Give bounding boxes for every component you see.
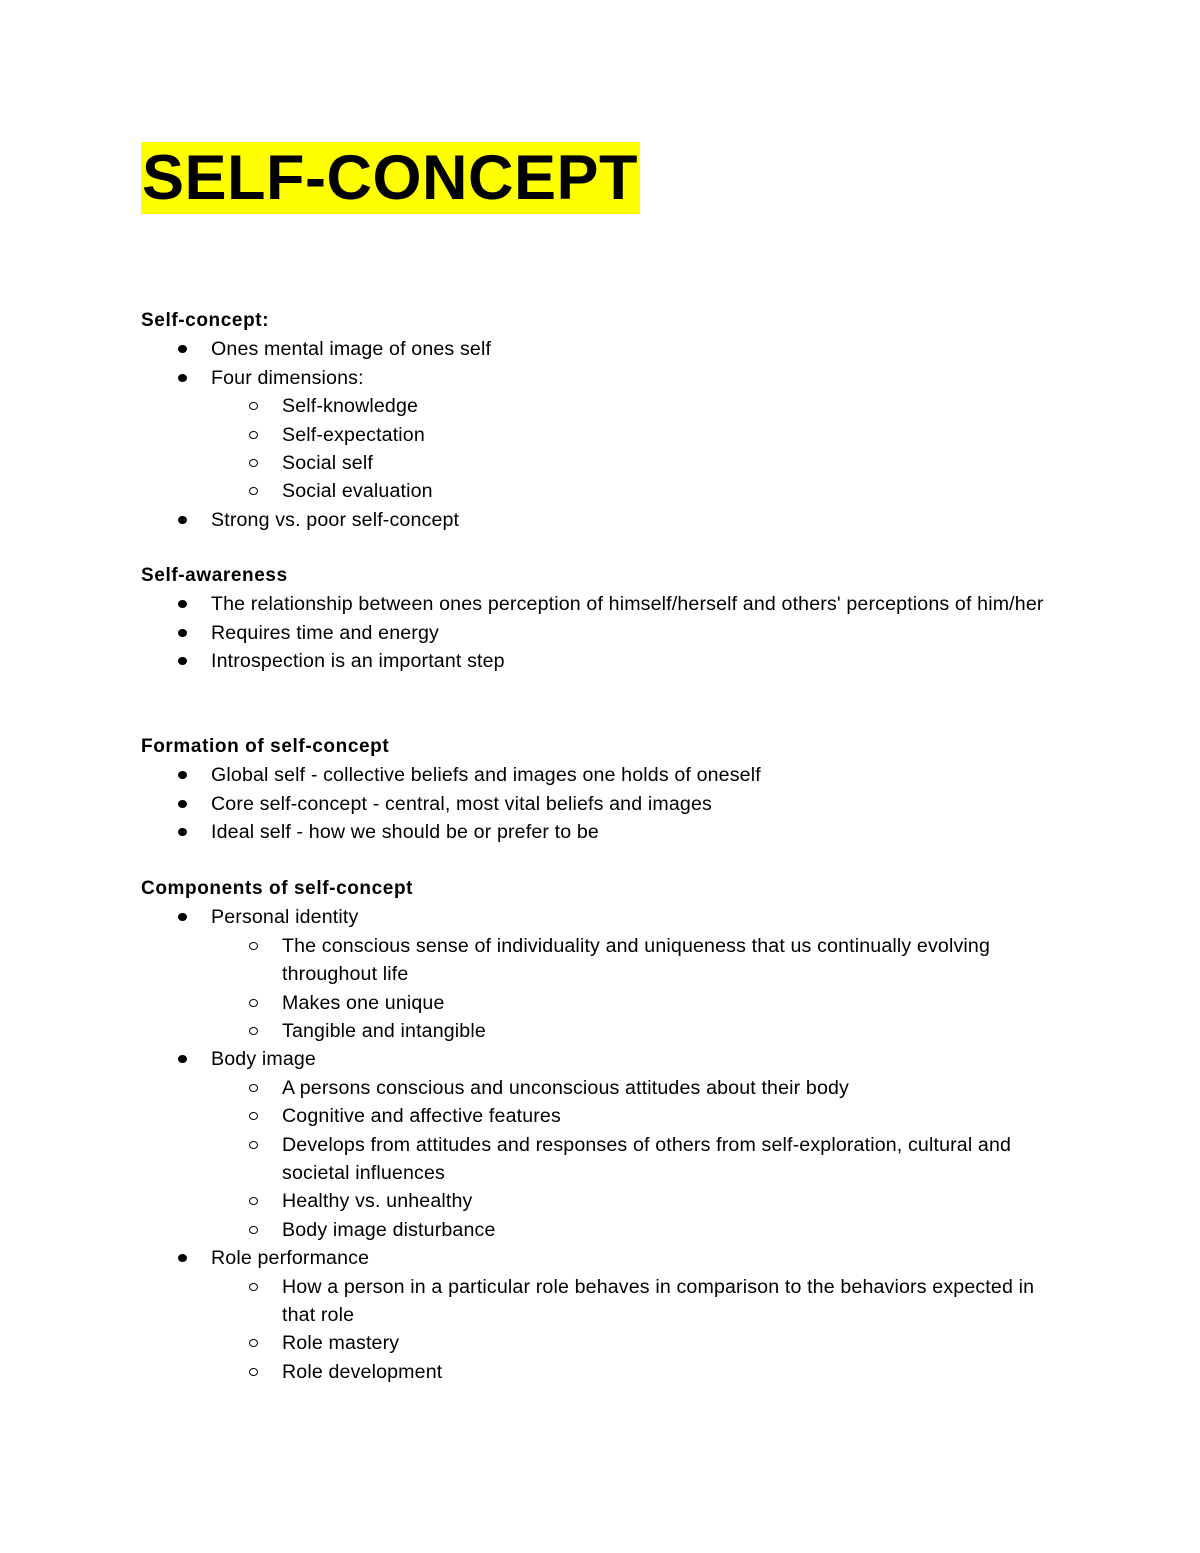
- sub-list-item: Body image disturbance: [141, 1216, 1061, 1244]
- sub-list-item: Role mastery: [141, 1329, 1061, 1357]
- bullet-list: [141, 590, 1061, 675]
- sub-list-item: Tangible and intangible: [141, 1017, 1061, 1045]
- sub-list-item: Social evaluation: [141, 477, 1061, 505]
- title-highlight: [141, 142, 640, 214]
- sub-list-item: Self-expectation: [141, 421, 1061, 449]
- sub-list-item: Develops from attitudes and responses of others from self-exploration, cultural and societal influences: [141, 1131, 1061, 1188]
- sub-list-item: Healthy vs. unhealthy: [141, 1187, 1061, 1215]
- sub-list-item: The conscious sense of individuality and uniqueness that us continually evolving throughout life: [141, 932, 1061, 989]
- list-item: Global self - collective beliefs and images one holds of oneself: [141, 761, 1061, 789]
- sub-list-item: Makes one unique: [141, 989, 1061, 1017]
- list-item: Role performance: [141, 1244, 1061, 1272]
- sub-list-item: Social self: [141, 449, 1061, 477]
- list-item: Ideal self - how we should be or prefer to be: [141, 818, 1061, 846]
- list-item: Core self-concept - central, most vital beliefs and images: [141, 790, 1061, 818]
- list-item: Four dimensions:: [141, 364, 1061, 392]
- list-item: Introspection is an important step: [141, 647, 1061, 675]
- list-item: Strong vs. poor self-concept: [141, 506, 1061, 534]
- sub-list-item: How a person in a particular role behaves in comparison to the behaviors expected in that role: [141, 1273, 1061, 1330]
- section-heading: Self-awareness: [141, 565, 288, 586]
- sub-list-item: Self-knowledge: [141, 392, 1061, 420]
- list-item: Ones mental image of ones self: [141, 335, 1061, 363]
- sub-list-item: Role development: [141, 1358, 1061, 1386]
- list-item: Requires time and energy: [141, 619, 1061, 647]
- section-heading: Components of self-concept: [141, 878, 414, 899]
- bullet-list: [141, 903, 1061, 1386]
- list-item: Body image: [141, 1045, 1061, 1073]
- sub-list-item: A persons conscious and unconscious attitudes about their body: [141, 1074, 1061, 1102]
- bullet-list: [141, 761, 1061, 846]
- bullet-list: [141, 335, 1061, 534]
- section-heading: Formation of self-concept: [141, 736, 390, 757]
- list-item: Personal identity: [141, 903, 1061, 931]
- list-item: The relationship between ones perception of himself/herself and others' perceptions of him/her: [141, 590, 1061, 618]
- section-formation: [141, 733, 1061, 847]
- sub-list-item: Cognitive and affective features: [141, 1102, 1061, 1130]
- section-self-concept: [141, 307, 1061, 534]
- section-components: [141, 875, 1061, 1386]
- section-self-awareness: [141, 562, 1061, 676]
- page-title: SELF-CONCEPT: [142, 143, 639, 213]
- section-heading: Self-concept:: [141, 310, 270, 331]
